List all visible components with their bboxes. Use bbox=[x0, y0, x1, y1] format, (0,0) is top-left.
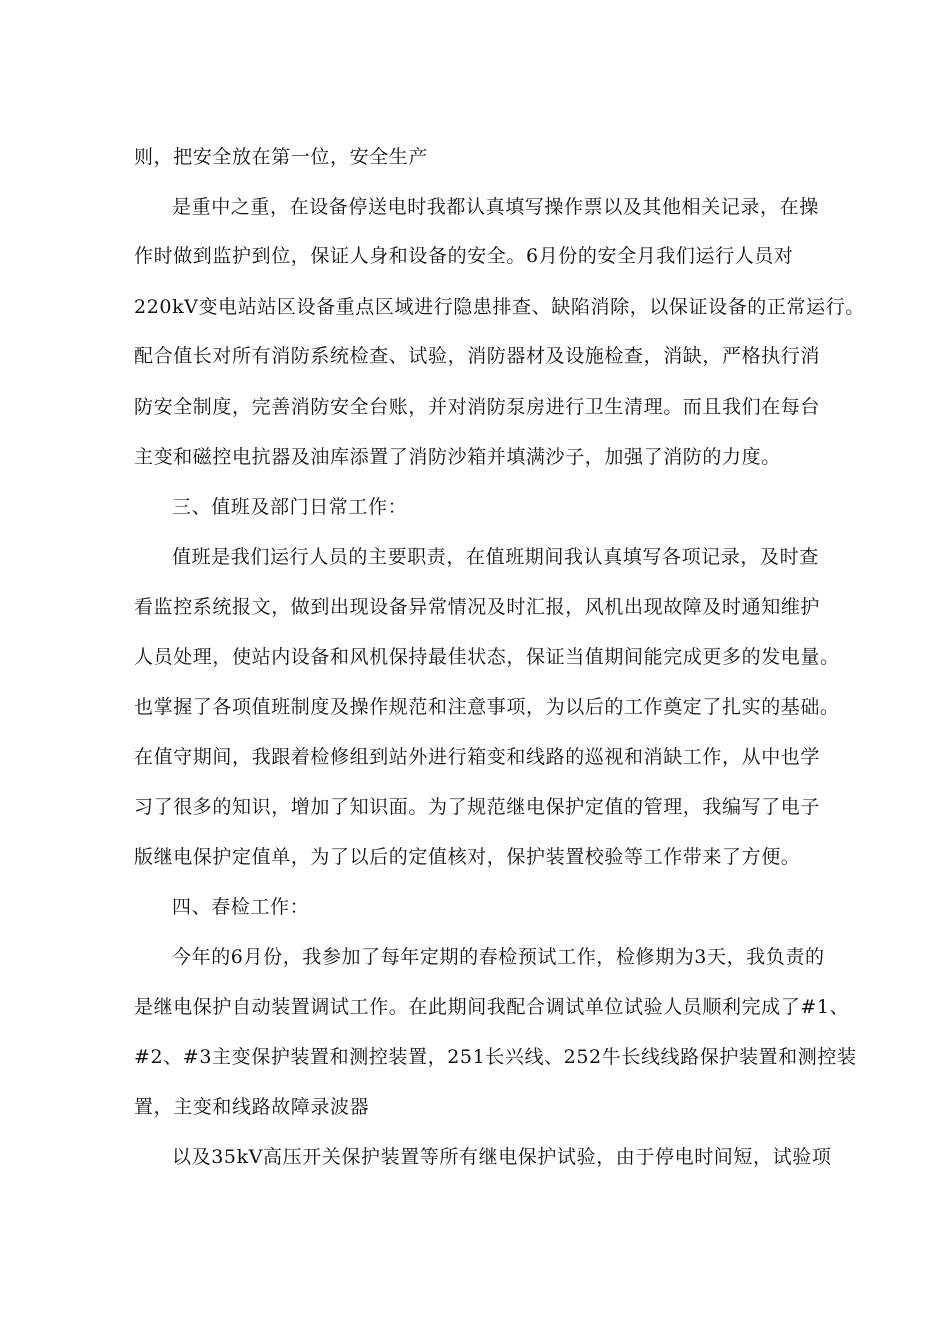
text-line-20: 置，主变和线路故障录波器 bbox=[134, 1096, 370, 1118]
section-heading-3: 三、值班及部门日常工作： bbox=[172, 496, 408, 518]
text-line-6: 防安全制度，完善消防安全台账，并对消防泵房进行卫生清理。而且我们在每台 bbox=[134, 396, 821, 418]
text-line-14: 习了很多的知识，增加了知识面。为了规范继电保护定值的管理，我编写了电子 bbox=[134, 796, 821, 818]
text-line-19: #2、#3主变保护装置和测控装置，251长兴线、252牛长线线路保护装置和测控装 bbox=[134, 1046, 857, 1068]
text-line-5: 配合值长对所有消防系统检查、试验，消防器材及设施检查，消缺，严格执行消 bbox=[134, 345, 821, 367]
text-line-13: 在值守期间，我跟着检修组到站外进行箱变和线路的巡视和消缺工作，从中也学 bbox=[134, 746, 821, 768]
text-line-15: 版继电保护定值单，为了以后的定值核对，保护装置校验等工作带来了方便。 bbox=[134, 846, 801, 868]
section-heading-4: 四、春检工作： bbox=[172, 896, 310, 918]
text-line-11: 人员处理，使站内设备和风机保持最佳状态，保证当值期间能完成更多的发电量。 bbox=[134, 646, 840, 668]
text-line-9: 值班是我们运行人员的主要职责，在值班期间我认真填写各项记录，及时查 bbox=[172, 546, 819, 568]
text-line-4: 220kV变电站站区设备重点区域进行隐患排查、缺陷消除，以保证设备的正常运行。 bbox=[134, 296, 865, 318]
text-line-17: 今年的6月份，我参加了每年定期的春检预试工作，检修期为3天，我负责的 bbox=[172, 946, 825, 968]
text-line-7: 主变和磁控电抗器及油库添置了消防沙箱并填满沙子，加强了消防的力度。 bbox=[134, 446, 781, 468]
text-line-18: 是继电保护自动装置调试工作。在此期间我配合调试单位试验人员顺利完成了#1、 bbox=[134, 996, 850, 1018]
text-line-2: 是重中之重，在设备停送电时我都认真填写操作票以及其他相关记录，在操 bbox=[172, 196, 819, 218]
text-line-21: 以及35kV高压开关保护装置等所有继电保护试验，由于停电时间短，试验项 bbox=[172, 1146, 832, 1168]
text-line-10: 看监控系统报文，做到出现设备异常情况及时汇报，风机出现故障及时通知维护 bbox=[134, 596, 821, 618]
text-line-12: 也掌握了各项值班制度及操作规范和注意事项，为以后的工作奠定了扎实的基础。 bbox=[134, 696, 840, 718]
text-line-3: 作时做到监护到位，保证人身和设备的安全。6月份的安全月我们运行人员对 bbox=[134, 245, 794, 267]
text-line-1: 则，把安全放在第一位，安全生产 bbox=[134, 146, 429, 168]
